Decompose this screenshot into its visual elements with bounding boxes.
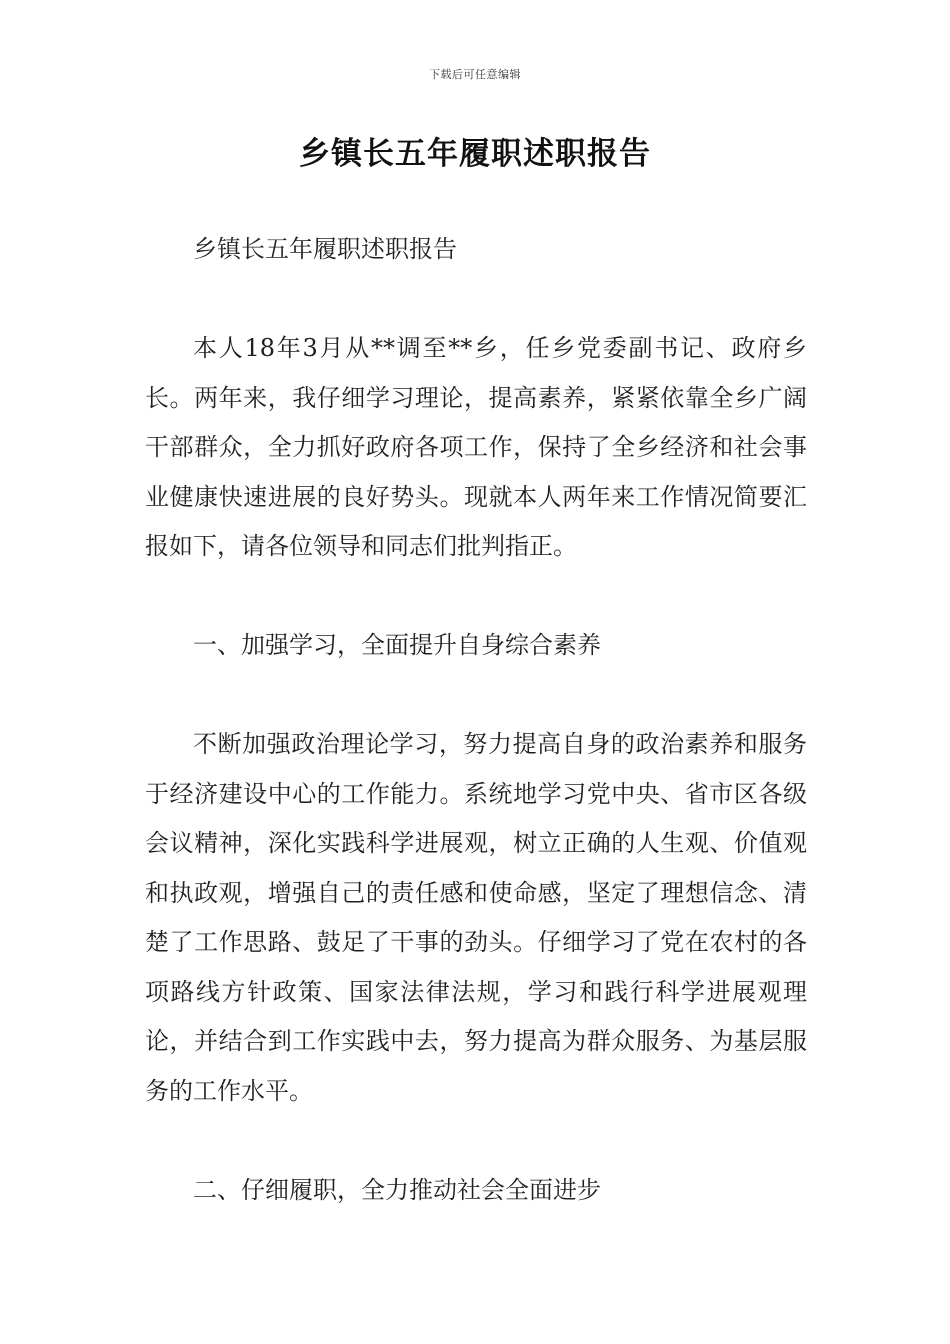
- intro-paragraph: 本人18年3月从**调至**乡，任乡党委副书记、政府乡长。两年来，我仔细学习理论，提高素养，紧紧依靠全乡广阔干部群众，全力抓好政府各项工作，保持了全乡经济和社会事业健康快速进展的良好势头。现就本人两年来工作情况简要汇报如下，请各位领导和同志们批判指正。: [145, 334, 807, 560]
- section-heading-2: 二、仔细履职，全力推动社会全面进步: [193, 1175, 601, 1204]
- page-title: 乡镇长五年履职述职报告: [299, 136, 651, 172]
- document-body: [145, 225, 807, 1265]
- subtitle-paragraph: 乡镇长五年履职述职报告: [193, 235, 457, 263]
- section-1-paragraph: 不断加强政治理论学习，努力提高自身的政治素养和服务于经济建设中心的工作能力。系统地学习党中央、省市区各级会议精神，深化实践科学进展观，树立正确的人生观、价值观和执政观，增强自己的责任感和使命感，坚定了理想信念、清楚了工作思路、鼓足了干事的劲头。仔细学习了党在农村的各项路线方针政策、国家法律法规，学习和践行科学进展观理论，并结合到工作实践中去，努力提高为群众服务、为基层服务的工作水平。: [145, 730, 807, 1105]
- section-heading-1: 一、加强学习，全面提升自身综合素养: [193, 631, 601, 659]
- header-note: 下载后可任意编辑: [429, 68, 521, 81]
